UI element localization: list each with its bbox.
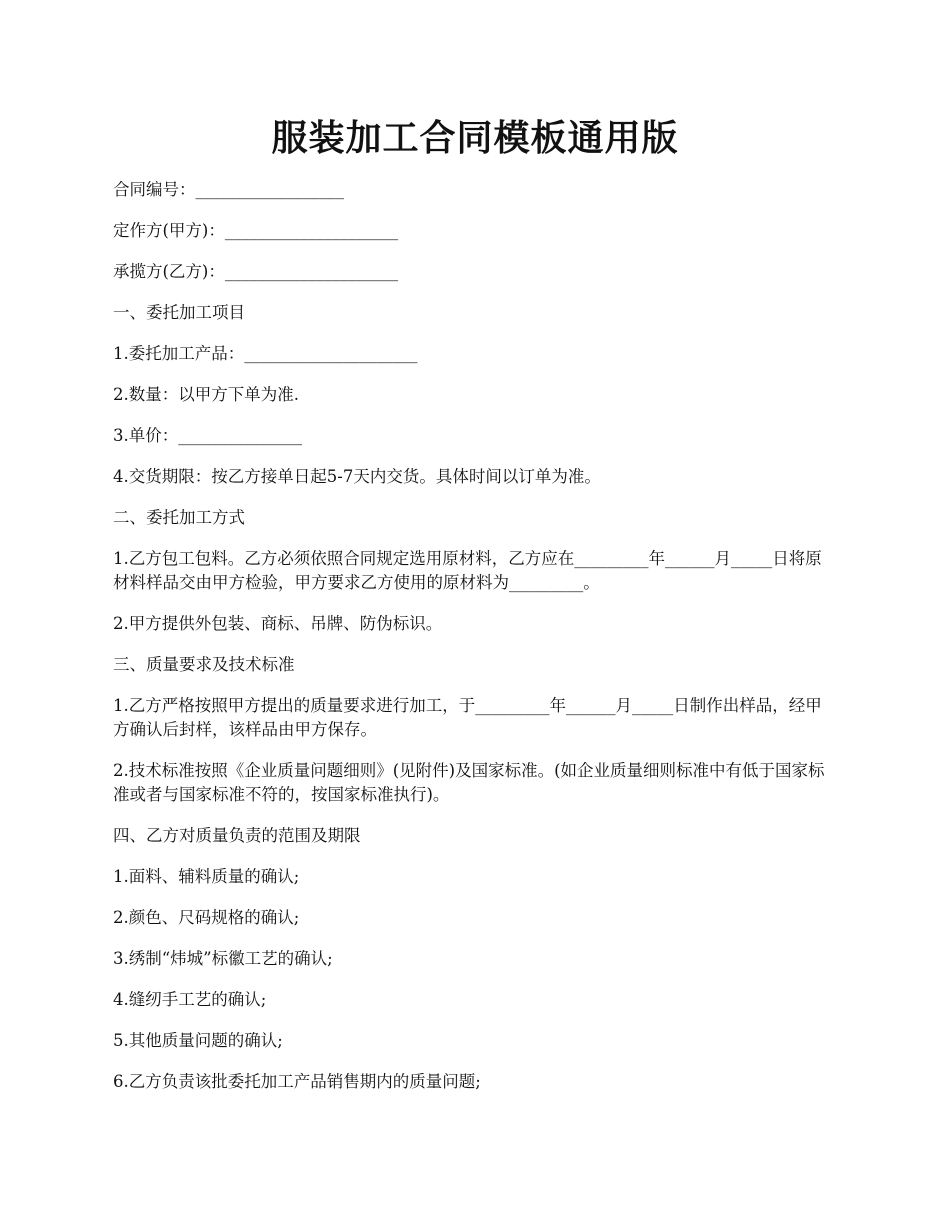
clause-2-1: 1.乙方包工包料。乙方必须依照合同规定选用原材料，乙方应在_________年______月_____日将原材料样品交由甲方检验，甲方要求乙方使用的原材料为_________。 <box>113 549 822 592</box>
clause-2-2: 2.甲方提供外包装、商标、吊牌、防伪标识。 <box>113 614 443 633</box>
clause-4-1: 1.面料、辅料质量的确认; <box>113 867 300 886</box>
section-heading-4: 四、乙方对质量负责的范围及期限 <box>113 826 361 845</box>
clause-4-2: 2.颜色、尺码规格的确认; <box>113 908 300 927</box>
clause-1-3: 3.单价：_______________ <box>113 426 302 445</box>
clause-3-2: 2.技术标准按照《企业质量问题细则》(见附件)及国家标准。(如企业质量细则标准中有低于国家标准或者与国家标准不符的，按国家标准执行)。 <box>113 761 825 804</box>
clause-4-5: 5.其他质量问题的确认; <box>113 1031 283 1050</box>
section-heading-1: 一、委托加工项目 <box>113 303 245 322</box>
clause-1-4: 4.交货期限：按乙方接单日起5-7天内交货。具体时间以订单为准。 <box>113 467 601 486</box>
party-a-line: 定作方(甲方)：_____________________ <box>113 221 399 240</box>
party-b-line: 承揽方(乙方)：_____________________ <box>113 262 399 281</box>
clause-1-1: 1.委托加工产品：_____________________ <box>113 344 418 363</box>
section-heading-2: 二、委托加工方式 <box>113 508 245 527</box>
clause-4-6: 6.乙方负责该批委托加工产品销售期内的质量问题; <box>113 1072 481 1091</box>
clause-3-1: 1.乙方严格按照甲方提出的质量要求进行加工，于_________年______月_____日制作出样品，经甲方确认后封样，该样品由甲方保存。 <box>113 696 822 739</box>
clause-4-3: 3.绣制“炜城”标徽工艺的确认; <box>113 949 333 968</box>
document-title: 服装加工合同模板通用版 <box>271 117 679 159</box>
clause-4-4: 4.缝纫手工艺的确认; <box>113 990 267 1009</box>
clause-1-2: 2.数量：以甲方下单为准. <box>113 385 299 404</box>
section-heading-3: 三、质量要求及技术标准 <box>113 655 295 674</box>
contract-number-line: 合同编号：__________________ <box>113 180 344 199</box>
document-body <box>113 178 837 1094</box>
